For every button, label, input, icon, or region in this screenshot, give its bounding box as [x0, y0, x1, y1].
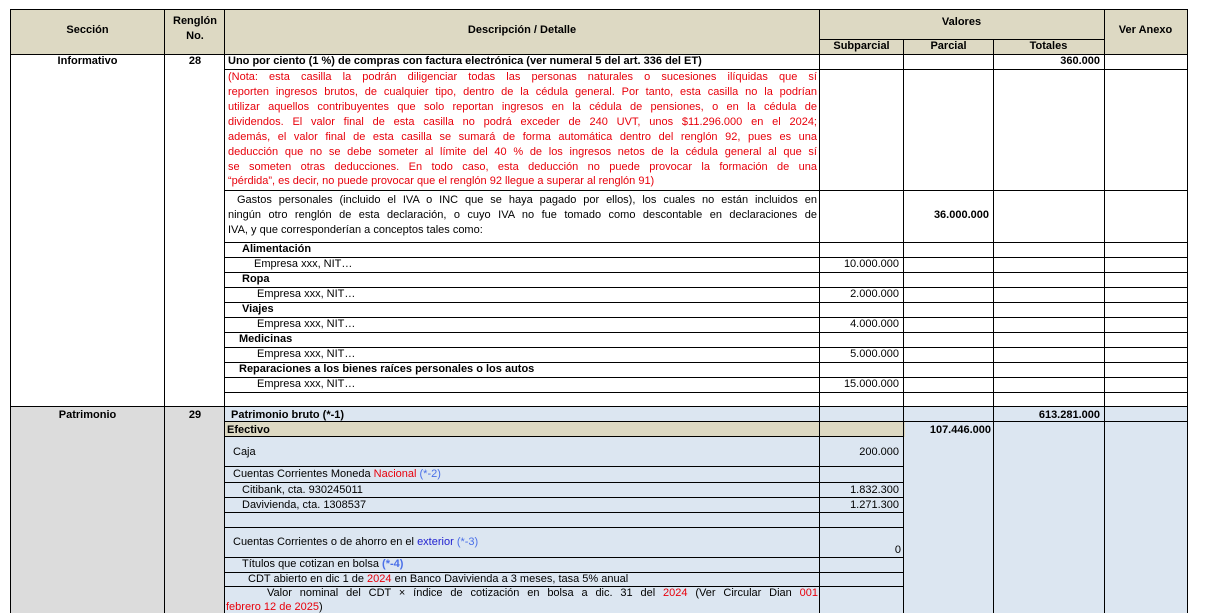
informativo-title: Uno por ciento (1 %) de compras con factura electrónica (ver numeral 5 del art. 336 del ET) — [228, 55, 702, 67]
renglon-28: 28 — [188, 55, 202, 67]
seccion-patrimonio: Patrimonio — [58, 409, 117, 421]
grid-line — [224, 347, 1188, 348]
davivienda-value: 1.271.300 — [850, 499, 899, 511]
header-descripcion: Descripción / Detalle — [467, 24, 577, 36]
grid-line — [1187, 9, 1188, 613]
header-seccion: Sección — [66, 24, 109, 36]
category-item: Empresa xxx, NIT… — [257, 348, 356, 360]
category-value: 4.000.000 — [850, 318, 899, 330]
cuentas-nacional-label — [233, 468, 441, 481]
efectivo-row-background — [225, 422, 905, 437]
grid-line — [819, 39, 1104, 40]
valor-nominal-line2 — [226, 601, 323, 614]
header-ver-anexo: Ver Anexo — [1118, 24, 1173, 36]
grid-line — [224, 190, 1188, 191]
titulos-ref: (*-4) — [382, 558, 404, 570]
gastos-parcial: 36.000.000 — [933, 209, 989, 221]
category-value: 2.000.000 — [850, 288, 899, 300]
note-line: se someten otras deducciones. En todo caso, esta deducción no puede provocar la formación de una — [228, 161, 817, 173]
titulos-label — [242, 558, 403, 571]
grid-line — [224, 9, 225, 613]
category-value: 5.000.000 — [850, 348, 899, 360]
grid-line — [10, 9, 1188, 10]
category-item: Empresa xxx, NIT… — [254, 258, 353, 270]
valor-date: febrero 12 de 2025 — [226, 601, 319, 613]
valor-year: 2024 — [663, 587, 688, 599]
davivienda-label: Davivienda, cta. 1308537 — [242, 499, 367, 511]
grid-line — [224, 482, 904, 483]
header-parcial: Parcial — [930, 40, 967, 52]
grid-line — [224, 527, 904, 528]
patrimonio-title: Patrimonio bruto (*-1) — [231, 409, 345, 421]
gastos-line: Gastos personales (incluido el IVA o INC que se haya pagado por ellos), los cuales no están incluidos en — [237, 194, 817, 206]
category-medicinas: Medicinas — [239, 333, 293, 345]
caja-label: Caja — [233, 446, 256, 458]
grid-line — [224, 512, 904, 513]
patrimonio-total: 613.281.000 — [1038, 409, 1100, 421]
header-renglon-line1: Renglón — [173, 15, 217, 27]
patrimonio-section-background — [10, 407, 225, 613]
exterior-value: 0 — [894, 544, 901, 556]
grid-line — [1104, 9, 1105, 613]
valor-nominal-line1 — [226, 587, 818, 600]
valor-prefix: Valor nominal del CDT × índice de cotización en bolsa a dic. 31 del — [267, 587, 664, 599]
exterior-word: exterior — [417, 536, 454, 548]
valor-end: ) — [318, 601, 323, 613]
gastos-personales-text — [228, 193, 817, 238]
grid-line — [224, 362, 1188, 363]
grid-line — [224, 421, 1188, 422]
grid-line — [819, 9, 820, 613]
grid-line — [224, 466, 904, 467]
header-valores: Valores — [941, 16, 982, 28]
category-viajes: Viajes — [242, 303, 274, 315]
note-line: deducción que no se debe someter al límite del 40 % de los ingresos netos de la cédula general al que sí — [228, 146, 817, 158]
efectivo-label: Efectivo — [227, 424, 270, 436]
informativo-note — [228, 70, 817, 188]
grid-line — [10, 9, 11, 613]
cuentas-prefix: Cuentas Corrientes Moneda — [233, 468, 374, 480]
category-item: Empresa xxx, NIT… — [257, 318, 356, 330]
seccion-informativo: Informativo — [57, 55, 118, 67]
note-line: (Nota: esta casilla la podrán diligenciar todas las personas naturales o sucesiones ilíquidas que sí — [228, 71, 817, 83]
cdt-prefix: CDT abierto en dic 1 de — [248, 573, 368, 585]
category-item: Empresa xxx, NIT… — [257, 288, 356, 300]
note-line: además, el valor final de esta casilla se sumará de forma automática dentro del renglón 92, pues es una — [228, 131, 817, 143]
grid-line — [224, 572, 904, 573]
grid-line — [224, 557, 904, 558]
citibank-label: Citibank, cta. 930245011 — [242, 484, 363, 496]
category-ropa: Ropa — [242, 273, 270, 285]
grid-line — [224, 377, 1188, 378]
cdt-year: 2024 — [367, 573, 392, 585]
cuentas-ref: (*-2) — [419, 468, 441, 480]
grid-line — [224, 392, 1188, 393]
exterior-label — [233, 536, 478, 549]
category-value: 10.000.000 — [843, 258, 899, 270]
grid-line — [224, 436, 904, 437]
gastos-line: ningún otro renglón de esta declaración, o cuyo IVA no fue tomado como descontable en declaraciones de — [228, 209, 817, 221]
efectivo-parcial: 107.446.000 — [929, 424, 991, 436]
valor-mid: (Ver Circular Dian — [687, 587, 800, 599]
renglon-29: 29 — [188, 409, 202, 421]
grid-line — [224, 287, 1188, 288]
grid-line — [224, 302, 1188, 303]
exterior-ref: (*-3) — [456, 536, 479, 548]
header-renglon-line2: No. — [186, 30, 204, 42]
caja-value: 200.000 — [859, 446, 899, 458]
gastos-line: IVA, y que corresponderían a conceptos tales como: — [228, 224, 483, 236]
note-line: “pérdida”, es decir, no puede provocar que el renglón 92 llegue a superar al renglón 91) — [228, 175, 655, 187]
grid-line — [224, 332, 1188, 333]
category-value: 15.000.000 — [843, 378, 899, 390]
grid-line — [224, 257, 1188, 258]
exterior-prefix: Cuentas Corrientes o de ahorro en el — [233, 536, 418, 548]
category-alimentacion: Alimentación — [242, 243, 312, 255]
grid-line — [224, 69, 1188, 70]
grid-line — [224, 317, 1188, 318]
grid-line — [224, 272, 1188, 273]
note-line: dividendos. El valor final de esta casilla no podrá exceder de 240 UVT, unos $11.296.000 en el 2024; — [228, 116, 817, 128]
valor-num: 001 — [799, 587, 818, 599]
category-item: Empresa xxx, NIT… — [257, 378, 356, 390]
note-line: utilizar aquellos contribuyentes que solo reportan ingresos en la cédula de pensiones, o en la cédula de — [228, 101, 817, 113]
cuentas-nacional-word: Nacional — [373, 468, 417, 480]
titulos-text: Títulos que cotizan en bolsa — [242, 558, 379, 570]
header-subparcial: Subparcial — [833, 40, 890, 52]
grid-line — [993, 39, 994, 613]
header-totales: Totales — [1029, 40, 1068, 52]
grid-line — [224, 497, 904, 498]
grid-line — [224, 242, 1188, 243]
citibank-value: 1.832.300 — [850, 484, 899, 496]
grid-line — [164, 9, 165, 613]
grid-line — [224, 586, 904, 587]
grid-line — [10, 406, 1188, 407]
informativo-total: 360.000 — [1060, 55, 1100, 67]
cdt-suffix: en Banco Davivienda a 3 meses, tasa 5% anual — [391, 573, 629, 585]
grid-line — [10, 54, 1188, 55]
note-line: reporten ingresos brutos, de cualquier tipo, dentro de la cédula general. Por tanto, esta casilla no la podrían — [228, 86, 817, 98]
cdt-label — [248, 573, 628, 586]
category-reparaciones: Reparaciones a los bienes raíces personales o los autos — [239, 363, 535, 375]
